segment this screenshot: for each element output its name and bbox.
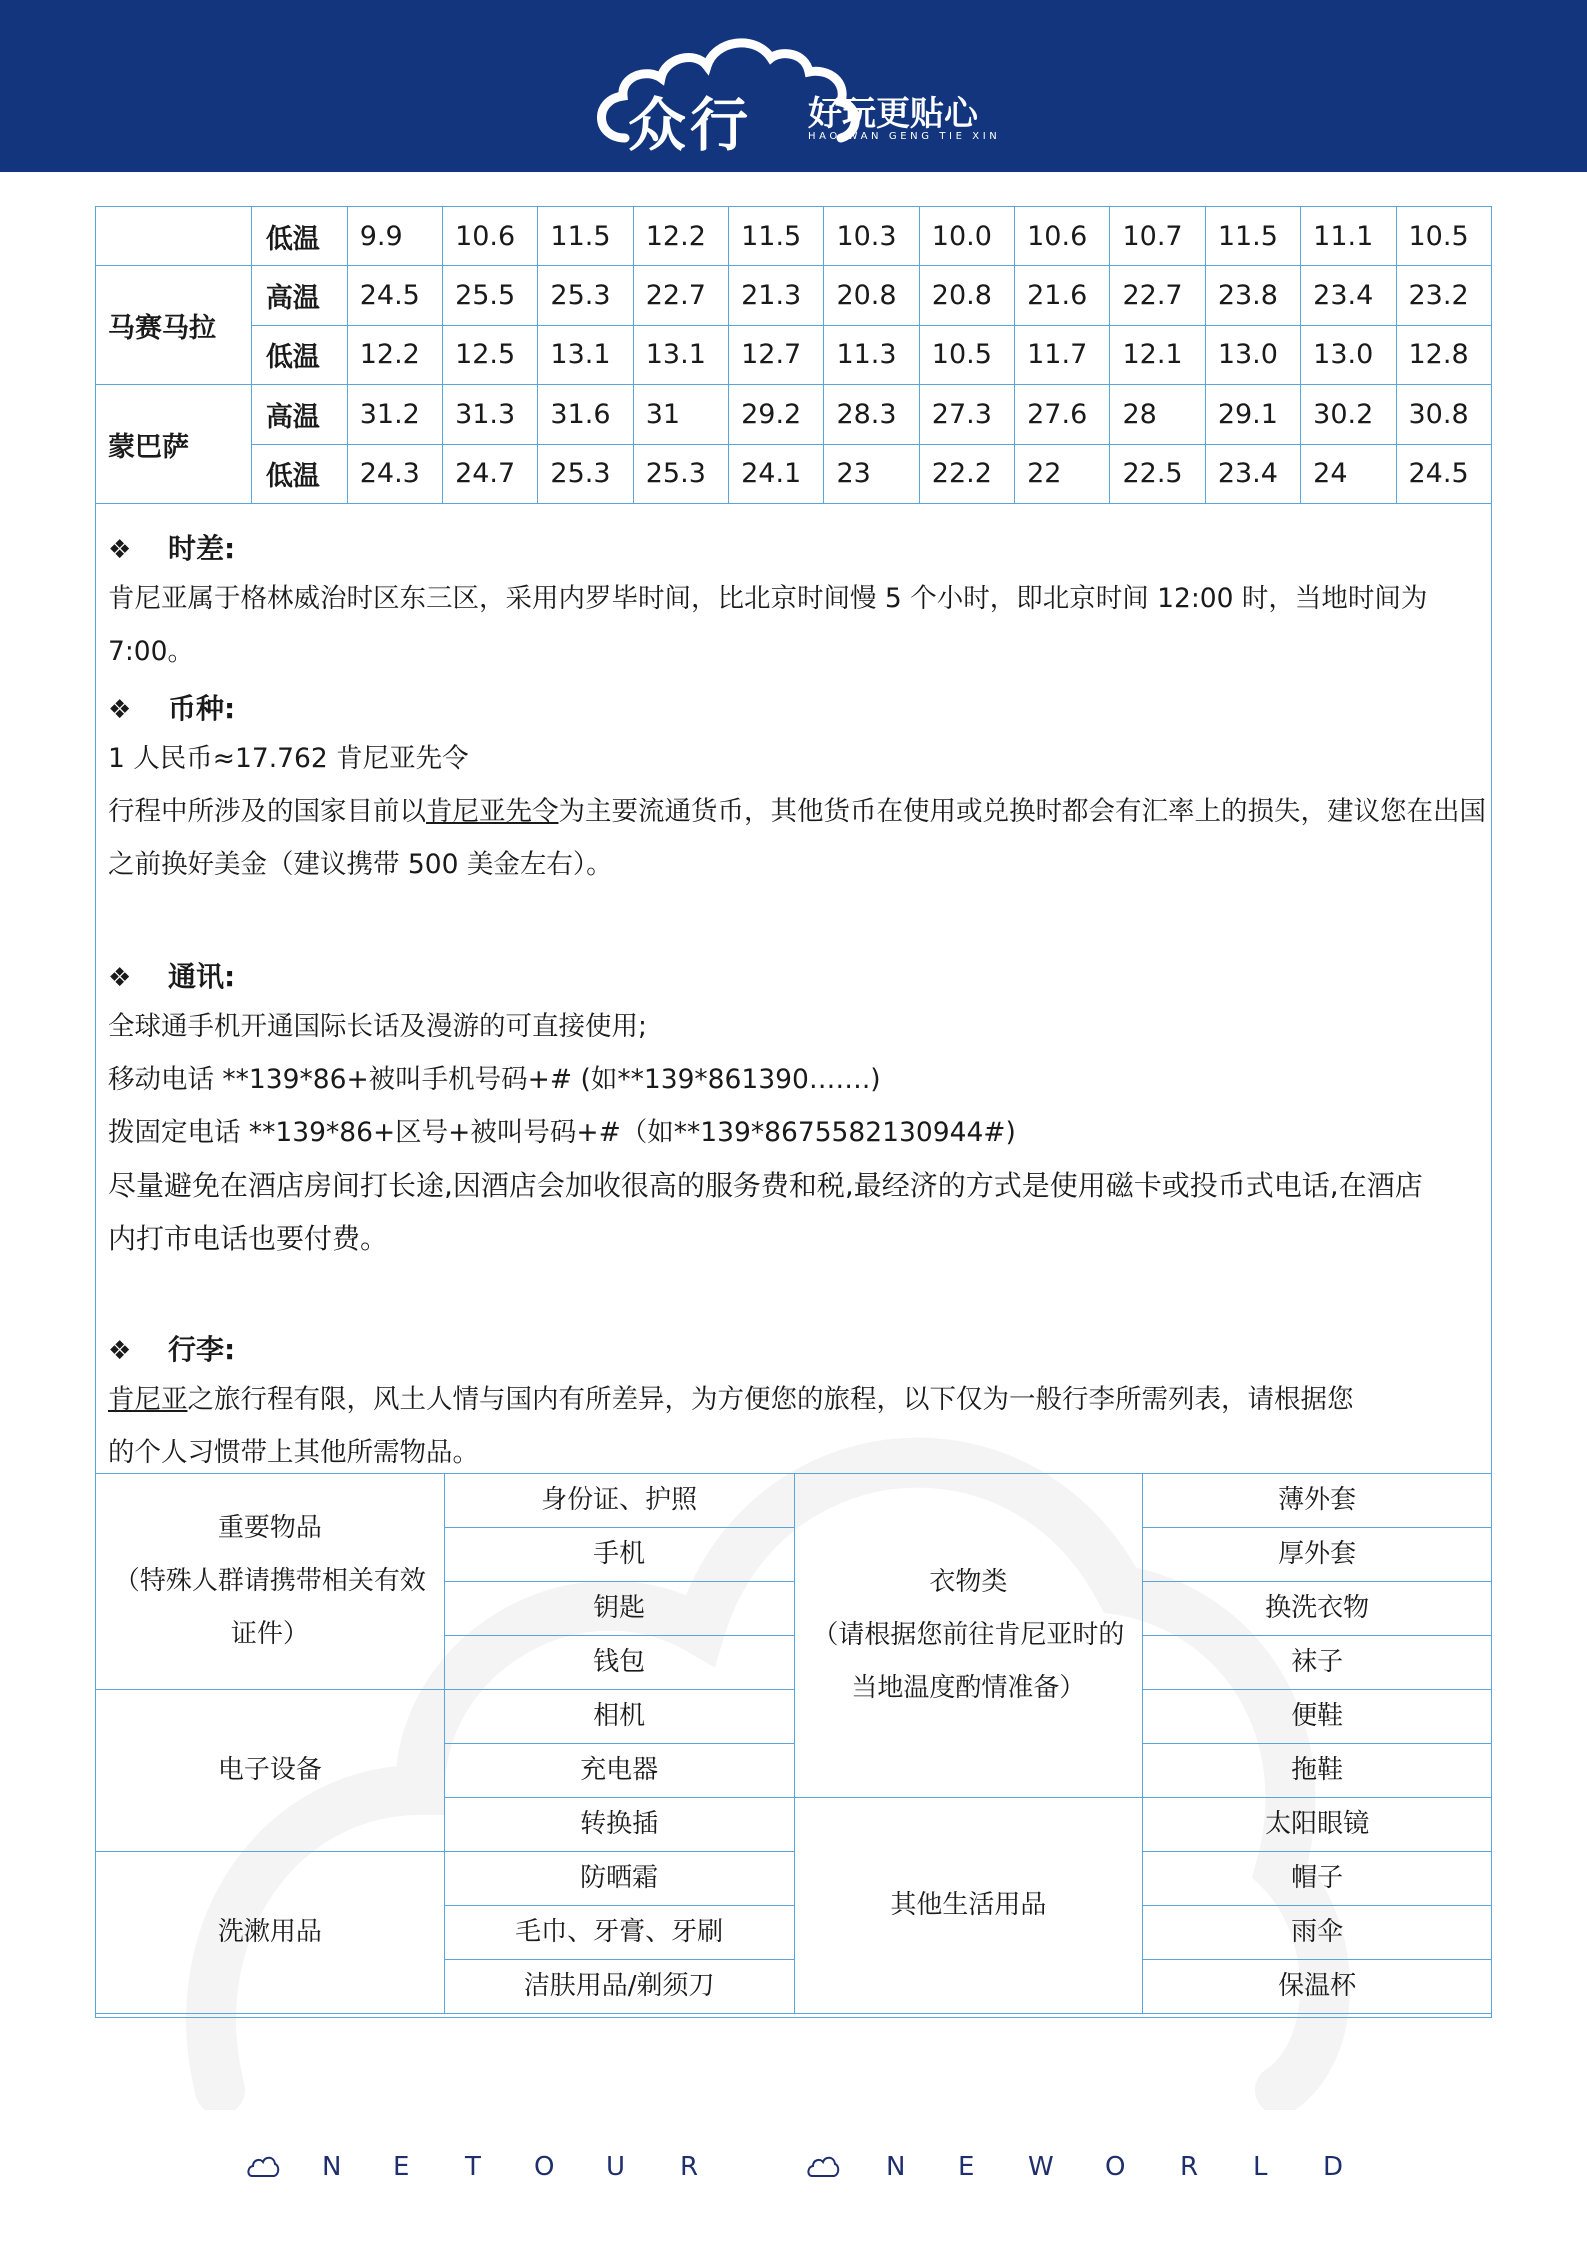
- city-cell: 蒙巴萨: [96, 385, 252, 504]
- temp-value: 23.4: [1301, 266, 1396, 325]
- temp-value: 24.5: [1396, 444, 1492, 503]
- temp-value: 31.3: [443, 385, 538, 444]
- temp-value: 13.0: [1205, 325, 1300, 384]
- time-title: 时差:: [168, 532, 236, 565]
- temp-value: 29.1: [1205, 385, 1300, 444]
- temp-value: 23: [824, 444, 919, 503]
- temp-label: 低温: [251, 207, 347, 266]
- temp-value: 10.0: [919, 207, 1014, 266]
- footer-letter: R: [680, 2152, 699, 2182]
- luggage-item: 充电器: [444, 1744, 794, 1798]
- temp-value: 12.7: [729, 325, 824, 384]
- footer-letter: O: [534, 2152, 555, 2182]
- temp-value: 13.0: [1301, 325, 1396, 384]
- temp-value: 13.1: [633, 325, 728, 384]
- temp-value: 11.7: [1015, 325, 1110, 384]
- luggage-item: 雨伞: [1143, 1906, 1492, 1960]
- temp-label: 低温: [251, 325, 347, 384]
- temp-value: 10.3: [824, 207, 919, 266]
- temp-value: 25.3: [538, 266, 633, 325]
- temperature-table: [95, 206, 1492, 504]
- section-title-currency: [108, 687, 235, 727]
- temp-row: [96, 266, 1492, 325]
- currency-text-pre: 行程中所涉及的国家目前以: [108, 796, 426, 827]
- luggage-line2: 的个人习惯带上其他所需物品。: [108, 1437, 479, 1468]
- category-electronics: 电子设备: [96, 1690, 445, 1852]
- section-title-time: [108, 527, 235, 567]
- temp-value: 9.9: [347, 207, 442, 266]
- luggage-table: [95, 1473, 1492, 2014]
- temp-value: 31.2: [347, 385, 442, 444]
- temp-value: 31: [633, 385, 728, 444]
- currency-title: 币种:: [168, 692, 236, 725]
- temp-value: 24.3: [347, 444, 442, 503]
- luggage-item: 毛巾、牙膏、牙刷: [444, 1906, 794, 1960]
- temp-value: 11.3: [824, 325, 919, 384]
- luggage-item: 钥匙: [444, 1582, 794, 1636]
- temp-value: 12.1: [1110, 325, 1205, 384]
- luggage-item: 薄外套: [1143, 1474, 1492, 1528]
- luggage-item: 身份证、护照: [444, 1474, 794, 1528]
- footer-letter: O: [1105, 2152, 1126, 2182]
- slogan-cn: 好玩更贴心: [808, 94, 978, 134]
- temp-value: 23.2: [1396, 266, 1492, 325]
- comm-line2: 移动电话 **139*86+被叫手机号码+# (如**139*861390…….): [108, 1064, 881, 1095]
- luggage-line1: [108, 1373, 1486, 1426]
- temp-value: 28.3: [824, 385, 919, 444]
- temp-value: 22.2: [919, 444, 1014, 503]
- footer-letter: N: [886, 2152, 906, 2182]
- temp-value: 21.6: [1015, 266, 1110, 325]
- luggage-item: 袜子: [1143, 1636, 1492, 1690]
- comm-line1: 全球通手机开通国际长话及漫游的可直接使用;: [108, 1011, 647, 1042]
- section-title-comm: [108, 955, 235, 995]
- temp-value: 25.3: [633, 444, 728, 503]
- temp-value: 21.3: [729, 266, 824, 325]
- diamond-bullet-icon: ❖: [108, 695, 132, 725]
- temp-value: 25.3: [538, 444, 633, 503]
- temp-value: 31.6: [538, 385, 633, 444]
- temp-value: 20.8: [919, 266, 1014, 325]
- footer-letter: E: [393, 2152, 410, 2182]
- temp-value: 12.2: [633, 207, 728, 266]
- footer-letter: W: [1028, 2152, 1054, 2182]
- temp-value: 11.1: [1301, 207, 1396, 266]
- temp-label: 高温: [251, 385, 347, 444]
- currency-link: 肯尼亚先令: [426, 796, 559, 827]
- luggage-item: 保温杯: [1143, 1960, 1492, 2014]
- comm-line3: 拨固定电话 **139*86+区号+被叫号码+#（如**139*8675582130944#): [108, 1117, 1016, 1148]
- temp-value: 27.3: [919, 385, 1014, 444]
- category-clothes: 衣物类 （请根据您前往肯尼亚时的 当地温度酌情准备）: [794, 1474, 1143, 1798]
- luggage-item: 拖鞋: [1143, 1744, 1492, 1798]
- temp-value: 23.4: [1205, 444, 1300, 503]
- temp-value: 29.2: [729, 385, 824, 444]
- luggage-item: 洁肤用品/剃须刀: [444, 1960, 794, 2014]
- luggage-item: 太阳眼镜: [1143, 1798, 1492, 1852]
- currency-text: [108, 785, 1486, 838]
- category-toiletries: 洗漱用品: [96, 1852, 445, 2014]
- temp-value: 10.6: [1015, 207, 1110, 266]
- luggage-item: 厚外套: [1143, 1528, 1492, 1582]
- cloud-icon: [806, 2152, 840, 2180]
- temp-value: 10.5: [919, 325, 1014, 384]
- luggage-item: 换洗衣物: [1143, 1582, 1492, 1636]
- comm-line4: 尽量避免在酒店房间打长途,因酒店会加收很高的服务费和税,最经济的方式是使用磁卡或投币式电话,在酒店: [108, 1169, 1423, 1202]
- footer-letter: D: [1323, 2152, 1344, 2182]
- cloud-icon: [246, 2152, 280, 2180]
- luggage-line1-rest: 之旅行程有限，风土人情与国内有所差异，为方便您的旅程，以下仅为一般行李所需列表，请根据您: [187, 1384, 1354, 1415]
- footer-letter: U: [606, 2152, 626, 2182]
- luggage-item: 手机: [444, 1528, 794, 1582]
- temp-value: 11.5: [729, 207, 824, 266]
- temp-value: 12.2: [347, 325, 442, 384]
- temp-value: 24: [1301, 444, 1396, 503]
- slogan-en: HAO WAN GENG TIE XIN: [808, 131, 1001, 142]
- temp-row: [96, 385, 1492, 444]
- category-important: 重要物品 （特殊人群请携带相关有效 证件）: [96, 1474, 445, 1690]
- temp-label: 高温: [251, 266, 347, 325]
- luggage-item: 防晒霜: [444, 1852, 794, 1906]
- temp-value: 22.7: [633, 266, 728, 325]
- logo-text: 众行: [628, 91, 753, 159]
- section-title-luggage: [108, 1328, 235, 1368]
- city-cell: 马赛马拉: [96, 266, 252, 385]
- footer-letter: L: [1253, 2152, 1268, 2182]
- temp-row: [96, 207, 1492, 266]
- diamond-bullet-icon: ❖: [108, 535, 132, 565]
- luggage-item: 相机: [444, 1690, 794, 1744]
- luggage-title: 行李:: [168, 1333, 236, 1366]
- temp-value: 23.8: [1205, 266, 1300, 325]
- temp-value: 24.1: [729, 444, 824, 503]
- temp-value: 25.5: [443, 266, 538, 325]
- temp-value: 30.8: [1396, 385, 1492, 444]
- temp-value: 22.5: [1110, 444, 1205, 503]
- page-footer: [0, 2152, 1587, 2212]
- page-header: [0, 0, 1587, 172]
- temp-value: 11.5: [538, 207, 633, 266]
- currency-text-line2: 之前换好美金（建议携带 500 美金左右）。: [108, 849, 613, 880]
- temp-value: 27.6: [1015, 385, 1110, 444]
- luggage-item: 钱包: [444, 1636, 794, 1690]
- temp-value: 24.5: [347, 266, 442, 325]
- comm-title: 通讯:: [168, 960, 236, 993]
- footer-letter: T: [465, 2152, 481, 2182]
- temp-row: [96, 444, 1492, 503]
- luggage-link: 肯尼亚: [108, 1384, 188, 1415]
- currency-rate: 1 人民币≈17.762 肯尼亚先令: [108, 743, 469, 774]
- temp-value: 11.5: [1205, 207, 1300, 266]
- temp-value: 22.7: [1110, 266, 1205, 325]
- luggage-item: 便鞋: [1143, 1690, 1492, 1744]
- temp-value: 13.1: [538, 325, 633, 384]
- temp-value: 24.7: [443, 444, 538, 503]
- temp-value: 28: [1110, 385, 1205, 444]
- temp-label: 低温: [251, 444, 347, 503]
- temp-row: [96, 325, 1492, 384]
- temp-value: 30.2: [1301, 385, 1396, 444]
- temp-value: 20.8: [824, 266, 919, 325]
- time-text: 肯尼亚属于格林威治时区东三区，采用内罗毕时间，比北京时间慢 5 个小时，即北京时间 12:00 时，当地时间为 7:00。: [108, 583, 1428, 667]
- temp-value: 10.5: [1396, 207, 1492, 266]
- footer-letter: E: [958, 2152, 975, 2182]
- diamond-bullet-icon: ❖: [108, 1336, 132, 1366]
- comm-line5: 内打市电话也要付费。: [108, 1222, 389, 1255]
- city-cell: [96, 207, 252, 266]
- footer-letter: N: [322, 2152, 342, 2182]
- temp-value: 10.6: [443, 207, 538, 266]
- currency-text-post: 为主要流通货币，其他货币在使用或兑换时都会有汇率上的损失，建议您在出国: [558, 796, 1486, 827]
- luggage-item: 转换插: [444, 1798, 794, 1852]
- temp-value: 12.5: [443, 325, 538, 384]
- luggage-item: 帽子: [1143, 1852, 1492, 1906]
- footer-letter: R: [1180, 2152, 1199, 2182]
- diamond-bullet-icon: ❖: [108, 963, 132, 993]
- category-other: 其他生活用品: [794, 1798, 1143, 2014]
- temp-value: 22: [1015, 444, 1110, 503]
- temp-value: 10.7: [1110, 207, 1205, 266]
- temp-value: 12.8: [1396, 325, 1492, 384]
